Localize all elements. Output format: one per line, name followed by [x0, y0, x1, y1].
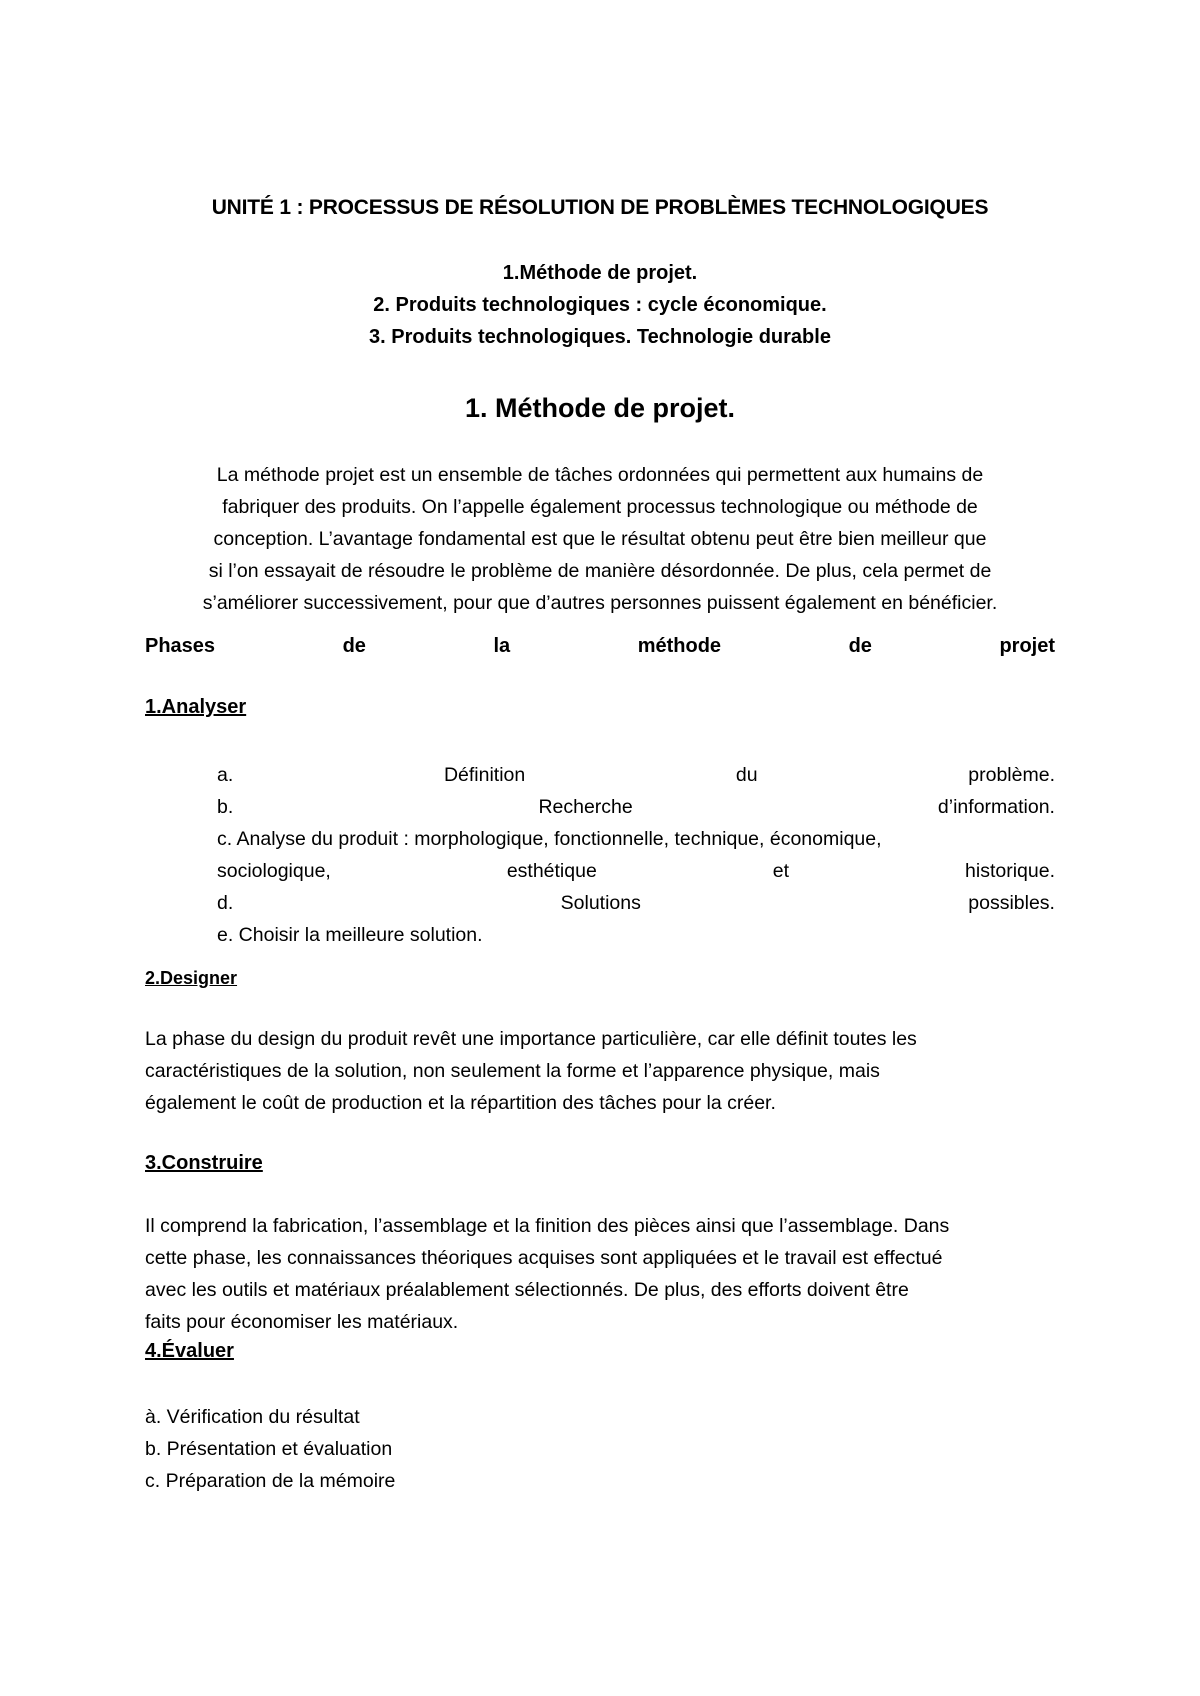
intro-paragraph: [145, 459, 1055, 619]
table-of-contents: [0, 257, 1200, 353]
construire-paragraph: [145, 1210, 1055, 1338]
intro-line: s’améliorer successivement, pour que d’autres personnes puissent également en bénéficier.: [202, 592, 998, 614]
toc-item: 1.Méthode de projet.: [502, 262, 698, 284]
paragraph-line: avec les outils et matériaux préalablement sélectionnés. De plus, des efforts doivent être: [145, 1279, 909, 1301]
list-word: du: [735, 764, 758, 786]
phases-word: projet: [999, 635, 1055, 657]
paragraph-line: faits pour économiser les matériaux.: [145, 1311, 459, 1333]
list-word: Définition: [443, 764, 526, 786]
paragraph-line: La phase du design du produit revêt une importance particulière, car elle définit toutes les: [145, 1028, 917, 1050]
phases-word: de: [848, 635, 872, 657]
list-item: b. Présentation et évaluation: [145, 1438, 393, 1460]
list-word: historique.: [965, 860, 1055, 882]
list-word: Recherche: [538, 796, 633, 818]
list-word: d’information.: [937, 796, 1055, 818]
intro-line: La méthode projet est un ensemble de tâches ordonnées qui permettent aux humains de: [216, 464, 984, 486]
construire-heading: 3.Construire: [145, 1152, 263, 1174]
analyser-list: [217, 759, 1055, 951]
paragraph-line: également le coût de production et la répartition des tâches pour la créer.: [145, 1092, 776, 1114]
evaluer-heading: 4.Évaluer: [145, 1340, 234, 1362]
list-item: [217, 855, 1055, 887]
intro-line: conception. L’avantage fondamental est que le résultat obtenu peut être bien meilleur que: [213, 528, 987, 550]
designer-heading: 2.Designer: [145, 968, 238, 988]
list-word: problème.: [968, 764, 1055, 786]
list-item: [217, 823, 1055, 855]
list-word: d.: [217, 892, 234, 914]
evaluer-list: [145, 1401, 745, 1497]
list-item: à. Vérification du résultat: [145, 1406, 360, 1428]
phases-word: méthode: [637, 635, 722, 657]
phases-word: Phases: [145, 635, 216, 657]
phases-heading: [145, 635, 1055, 658]
list-word: e. Choisir la meilleure solution.: [217, 924, 483, 946]
list-item: [217, 887, 1055, 919]
toc-item: 2. Produits technologiques : cycle économique.: [373, 294, 827, 316]
list-word: Solutions: [560, 892, 641, 914]
list-item: [217, 759, 1055, 791]
paragraph-line: Il comprend la fabrication, l’assemblage et la finition des pièces ainsi que l’assemblage. Dans: [145, 1215, 950, 1237]
unit-title: UNITÉ 1 : PROCESSUS DE RÉSOLUTION DE PROBLÈMES TECHNOLOGIQUES: [211, 196, 989, 219]
paragraph-line: caractéristiques de la solution, non seulement la forme et l’apparence physique, mais: [145, 1060, 880, 1082]
analyser-heading: 1.Analyser: [145, 696, 247, 718]
list-word: b.: [217, 796, 234, 818]
intro-line: si l’on essayait de résoudre le problème de manière désordonnée. De plus, cela permet de: [208, 560, 992, 582]
phases-word: la: [493, 635, 511, 657]
list-word: et: [772, 860, 790, 882]
section-heading: 1. Méthode de projet.: [464, 393, 736, 423]
list-word: sociologique,: [217, 860, 331, 882]
list-item: [217, 791, 1055, 823]
paragraph-line: cette phase, les connaissances théoriques acquises sont appliquées et le travail est effectué: [145, 1247, 943, 1269]
list-word: possibles.: [968, 892, 1055, 914]
list-item: [217, 919, 1055, 951]
list-word: esthétique: [506, 860, 597, 882]
toc-item: 3. Produits technologiques. Technologie durable: [369, 326, 831, 348]
designer-paragraph: [145, 1023, 1055, 1119]
list-word: a.: [217, 764, 234, 786]
list-item: c. Préparation de la mémoire: [145, 1470, 396, 1492]
list-word: c. Analyse du produit : morphologique, fonctionnelle, technique, économique,: [217, 828, 882, 850]
intro-line: fabriquer des produits. On l’appelle également processus technologique ou méthode de: [222, 496, 978, 518]
phases-word: de: [342, 635, 366, 657]
